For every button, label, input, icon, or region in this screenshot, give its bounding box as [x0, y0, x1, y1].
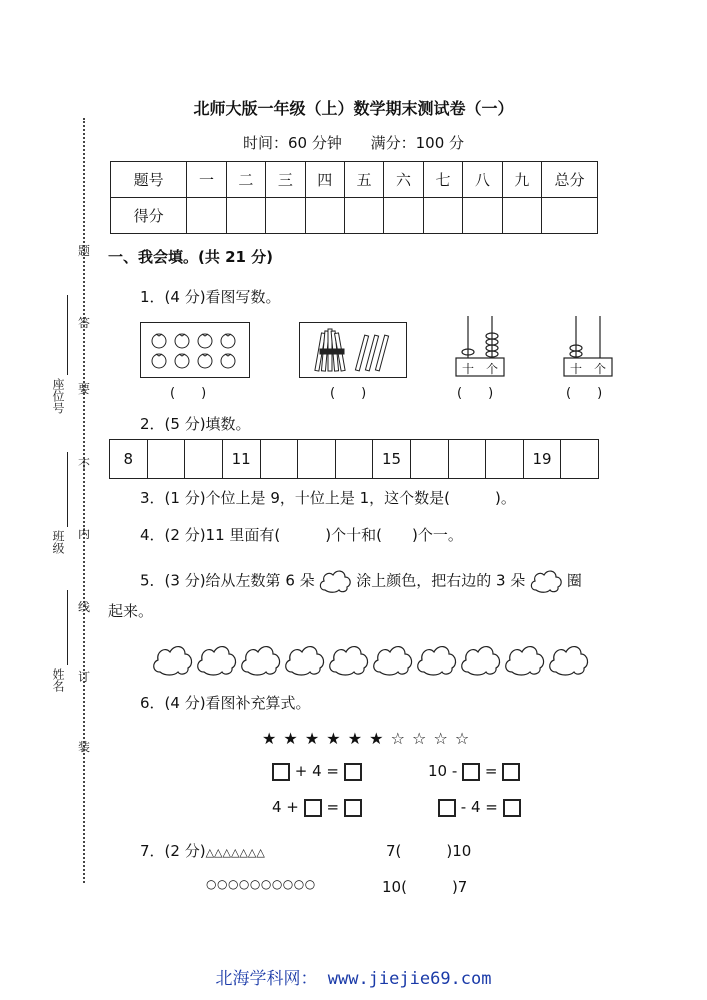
strawberry-picture — [140, 322, 250, 378]
score-cell: 六 — [384, 162, 423, 198]
binding-char: 内 — [78, 527, 91, 541]
compare-2[interactable]: 10( )7 — [382, 878, 468, 896]
cloud-7 — [418, 647, 456, 675]
question-3: 3．(1 分)个位上是 9，十位上是 1，这个数是( )。 — [140, 489, 516, 507]
number-blank[interactable] — [410, 440, 448, 479]
class-label: 班级 — [51, 530, 65, 554]
question-5-part2: 涂上颜色，把右边的 3 朵 — [356, 571, 526, 590]
abacus-2 — [560, 314, 616, 378]
score-cell: 九 — [502, 162, 541, 198]
page-title: 北师大版一年级（上）数学期末测试卷（一） — [193, 99, 514, 118]
cloud-1 — [154, 647, 192, 675]
abacus-icon — [452, 314, 508, 378]
cloud-2 — [198, 647, 236, 675]
cloud-10 — [550, 647, 588, 675]
score-table-score-row — [111, 198, 598, 234]
star-row: ★ ★ ★ ★ ★ ★ ☆ ☆ ☆ ☆ — [262, 729, 471, 748]
score-cell: 一 — [187, 162, 226, 198]
answer-box[interactable] — [502, 763, 520, 781]
number-blank[interactable] — [448, 440, 486, 479]
score-input-cell[interactable] — [463, 198, 502, 234]
score-table — [110, 161, 598, 234]
strawberry-icon-group — [141, 323, 249, 377]
answer-paren-4[interactable]: ( ) — [566, 386, 603, 401]
equation-text: 4 + — [272, 798, 299, 816]
answer-box[interactable] — [272, 763, 290, 781]
binding-char: 要 — [78, 382, 91, 396]
answer-paren-2[interactable]: ( ) — [330, 386, 367, 401]
answer-box[interactable] — [344, 799, 362, 817]
number-cell: 19 — [523, 440, 561, 479]
score-cell: 七 — [423, 162, 462, 198]
question-6: 6．(4 分)看图补充算式。 — [140, 694, 311, 712]
cloud-8 — [462, 647, 500, 675]
pencil-bundle-icon — [300, 323, 406, 377]
binding-char: 题 — [78, 244, 91, 258]
score-cell: 八 — [463, 162, 502, 198]
equation-text: + 4 = — [294, 762, 339, 780]
binding-char: 装 — [78, 740, 91, 754]
score-input-cell[interactable] — [305, 198, 344, 234]
score-input-cell[interactable] — [187, 198, 226, 234]
equation-text: - 4 = — [460, 798, 498, 816]
answer-box[interactable] — [503, 799, 521, 817]
answer-box[interactable] — [344, 763, 362, 781]
question-5 — [140, 566, 610, 596]
exam-info — [0, 132, 707, 153]
triangle-row: △△△△△△△ — [205, 846, 265, 859]
question-4: 4．(2 分)11 里面有( )个十和( )个一。 — [140, 526, 463, 544]
abacus-tens-label: 十 — [462, 362, 475, 376]
cloud-3 — [242, 647, 280, 675]
equation-text: 10 - — [428, 762, 458, 780]
equation-2b — [438, 798, 521, 817]
abacus-1 — [452, 314, 508, 378]
cloud-icon — [528, 566, 564, 596]
answer-box[interactable] — [462, 763, 480, 781]
time-label: 时间：60 分钟 — [242, 134, 342, 152]
cloud-icon — [317, 566, 353, 596]
score-cell: 总分 — [542, 162, 598, 198]
score-cell: 题号 — [111, 162, 187, 198]
number-cell: 8 — [110, 440, 148, 479]
cloud-5 — [330, 647, 368, 675]
binding-line — [83, 118, 85, 883]
answer-box[interactable] — [304, 799, 322, 817]
equation-text: = — [326, 798, 340, 816]
answer-box[interactable] — [438, 799, 456, 817]
number-blank[interactable] — [298, 440, 336, 479]
seat-label: 座位号 — [51, 378, 65, 414]
number-cell: 15 — [373, 440, 411, 479]
abacus-tens-label: 十 — [570, 362, 583, 376]
name-label: 姓名 — [51, 668, 65, 692]
abacus-ones-label: 个 — [486, 362, 499, 376]
score-table-header-row — [111, 162, 598, 198]
number-blank[interactable] — [185, 440, 223, 479]
number-fill-table — [109, 439, 599, 479]
score-input-cell[interactable] — [344, 198, 383, 234]
score-input-cell[interactable] — [423, 198, 462, 234]
binding-char: 答 — [78, 316, 91, 330]
footer-watermark: 北海学科网： www.jiejie69.com — [215, 969, 492, 989]
score-cell: 四 — [305, 162, 344, 198]
cloud-6 — [374, 647, 412, 675]
answer-paren-1[interactable]: ( ) — [170, 386, 207, 401]
class-field[interactable] — [67, 452, 68, 527]
score-cell: 五 — [344, 162, 383, 198]
equation-1a — [272, 762, 362, 781]
cloud-4 — [286, 647, 324, 675]
score-cell: 二 — [226, 162, 265, 198]
number-blank[interactable] — [335, 440, 373, 479]
score-input-cell[interactable] — [542, 198, 598, 234]
question-5-line2: 起来。 — [108, 602, 154, 620]
question-2: 2．(5 分)填数。 — [140, 415, 251, 433]
score-input-cell[interactable] — [502, 198, 541, 234]
cloud-row — [150, 638, 590, 678]
number-blank[interactable] — [147, 440, 185, 479]
binding-char: 线 — [78, 600, 91, 614]
seat-field[interactable] — [67, 295, 68, 375]
number-blank[interactable] — [561, 440, 599, 479]
question-5-part1: 5．(3 分)给从左数第 6 朵 — [140, 571, 315, 590]
question-1: 1．(4 分)看图写数。 — [140, 288, 281, 306]
abacus-ones-label: 个 — [594, 362, 607, 376]
answer-paren-3[interactable]: ( ) — [457, 386, 494, 401]
question-7-label: 7．(2 分) — [140, 842, 206, 860]
abacus-icon — [560, 314, 616, 378]
name-field[interactable] — [67, 590, 68, 665]
binding-char: 订 — [78, 670, 91, 684]
score-input-cell[interactable] — [384, 198, 423, 234]
compare-1[interactable]: 7( )10 — [386, 842, 472, 860]
pencil-picture — [299, 322, 407, 378]
score-row-label: 得分 — [111, 198, 187, 234]
full-score-label: 满分：100 分 — [370, 134, 465, 152]
score-cell: 三 — [266, 162, 305, 198]
binding-char: 不 — [78, 457, 91, 471]
question-5-part3: 圈 — [566, 571, 582, 590]
equation-2a — [272, 798, 362, 817]
cloud-9 — [506, 647, 544, 675]
section-heading: 一、我会填。(共 21 分) — [108, 248, 274, 266]
circle-row: ○○○○○○○○○○ — [206, 877, 316, 891]
question-7 — [140, 840, 265, 861]
number-blank[interactable] — [260, 440, 298, 479]
score-input-cell[interactable] — [226, 198, 265, 234]
equation-text: = — [484, 762, 498, 780]
equation-1b — [428, 762, 520, 781]
number-cell: 11 — [222, 440, 260, 479]
number-blank[interactable] — [486, 440, 524, 479]
score-input-cell[interactable] — [266, 198, 305, 234]
